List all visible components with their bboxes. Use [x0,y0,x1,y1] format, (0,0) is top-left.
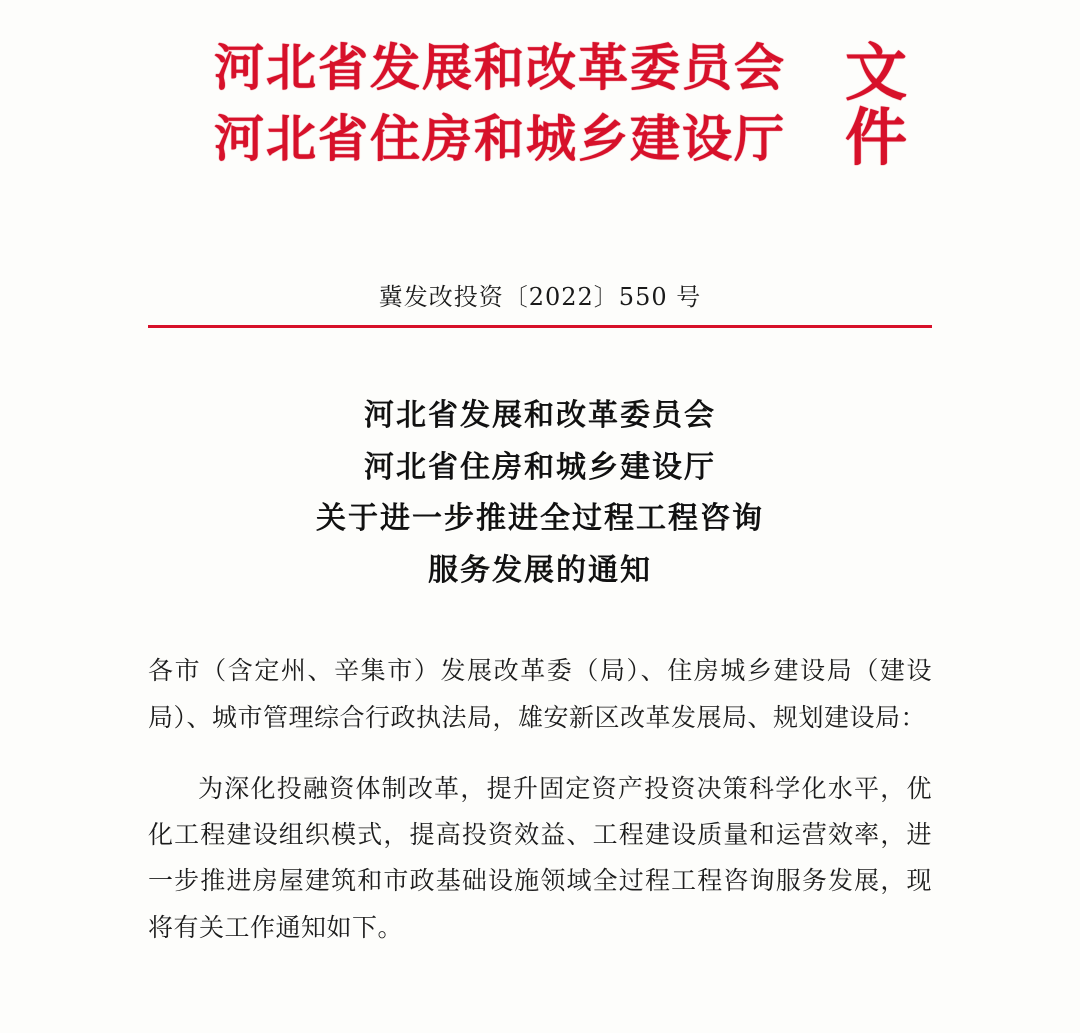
document-number-block [0,277,1080,312]
masthead-issuer-names [150,32,850,174]
body-paragraph-recipients: 各市（含定州、辛集市）发展改革委（局）、住房城乡建设局（建设局）、城市管理综合行政执法局，雄安新区改革发展局、规划建设局： [148,656,932,732]
masthead-document-mark [845,36,917,175]
masthead-doc-char-2: 件 [845,101,908,175]
body-paragraph-intro: 为深化投融资体制改革，提升固定资产投资决策科学化水平，优化工程建设组织模式，提高投资效益、工程建设质量和运营效率，进一步推进房屋建筑和市政基础设施领域全过程工程咨询服务发展，现将有关工作通知如下。 [148,773,932,942]
title-line-3: 关于进一步推进全过程工程咨询 [316,501,764,537]
title-line-1: 河北省发展和改革委员会 [364,398,716,433]
masthead-line-1: 河北省发展和改革委员会 [214,38,786,97]
title-line-2: 河北省住房和城乡建设厅 [364,449,716,485]
masthead-line-2: 河北省住房和城乡建设厅 [214,109,786,168]
red-separator-rule [148,325,932,328]
masthead-doc-char-1: 文 [845,36,908,109]
document-number: 冀发改投资〔2022〕550 号 [378,283,702,311]
document-title [0,390,1080,596]
document-body [148,648,932,951]
masthead [0,0,1080,215]
title-line-4: 服务发展的通知 [428,552,652,588]
